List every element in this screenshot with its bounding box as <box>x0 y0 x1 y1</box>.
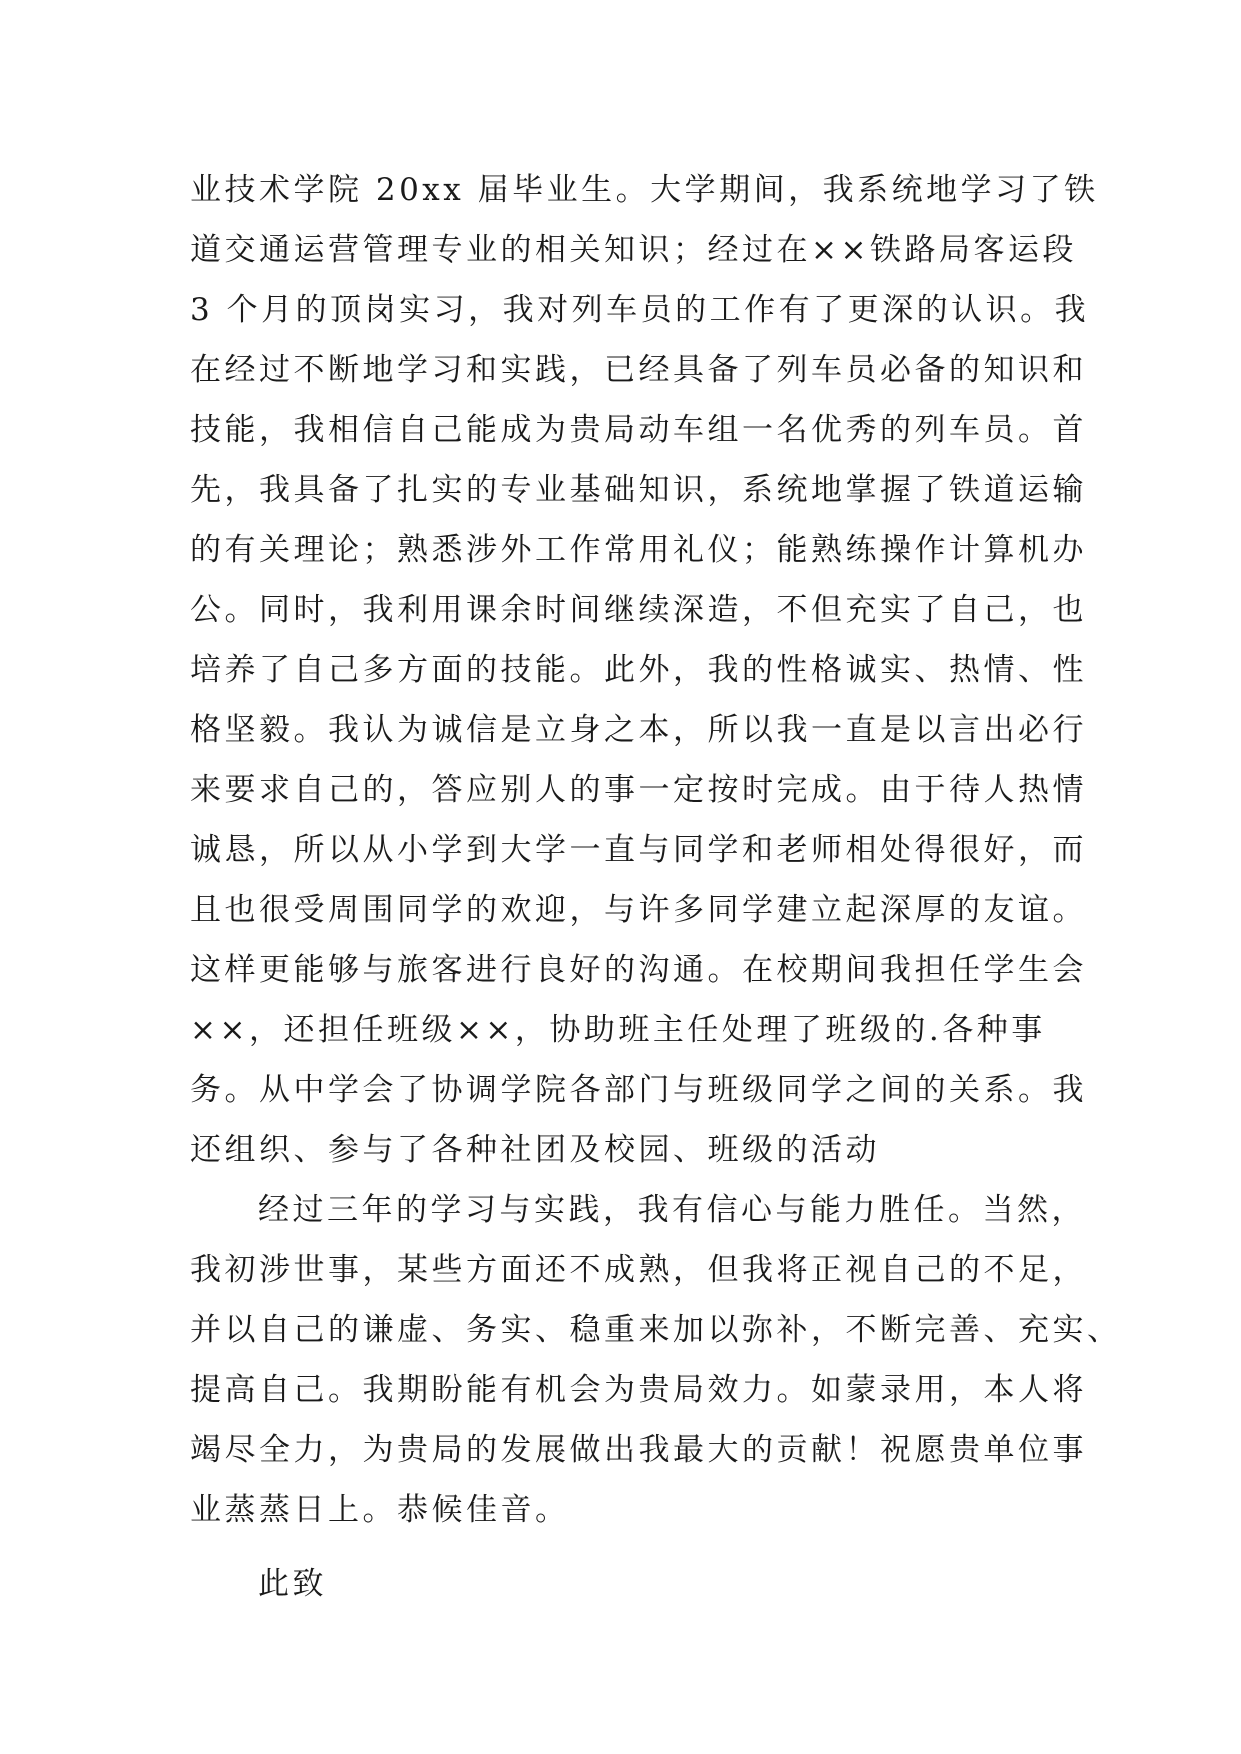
paragraph-1-line: ××，还担任班级××，协助班主任处理了班级的.各种事 <box>190 1012 1046 1048</box>
paragraph-2-line: 并以自己的谦虚、务实、稳重来加以弥补，不断完善、充实、 <box>190 1312 1122 1348</box>
paragraph-1-line: 培养了自己多方面的技能。此外，我的性格诚实、热情、性 <box>190 652 1087 688</box>
paragraph-2-line: 业蒸蒸日上。恭候佳音。 <box>190 1492 570 1528</box>
paragraph-1-line: 道交通运营管理专业的相关知识；经过在××铁路局客运段 <box>190 232 1077 268</box>
paragraph-1-line: 业技术学院 20xx 届毕业生。大学期间，我系统地学习了铁 <box>190 172 1099 208</box>
closing-salutation: 此致 <box>258 1566 327 1602</box>
paragraph-2-line: 经过三年的学习与实践，我有信心与能力胜任。当然， <box>258 1192 1086 1228</box>
paragraph-1-line: 的有关理论；熟悉涉外工作常用礼仪；能熟练操作计算机办 <box>190 532 1087 568</box>
paragraph-2-line: 提高自己。我期盼能有机会为贵局效力。如蒙录用，本人将 <box>190 1372 1087 1408</box>
paragraph-1-line: 诚恳，所以从小学到大学一直与同学和老师相处得很好，而 <box>190 832 1087 868</box>
paragraph-2-line: 我初涉世事，某些方面还不成熟，但我将正视自己的不足， <box>190 1252 1087 1288</box>
paragraph-2-line: 竭尽全力，为贵局的发展做出我最大的贡献！祝愿贵单位事 <box>190 1432 1087 1468</box>
paragraph-1-line: 先，我具备了扎实的专业基础知识，系统地掌握了铁道运输 <box>190 472 1087 508</box>
paragraph-1-line: 3 个月的顶岗实习，我对列车员的工作有了更深的认识。我 <box>190 292 1090 328</box>
paragraph-1-line: 技能，我相信自己能成为贵局动车组一名优秀的列车员。首 <box>190 412 1087 448</box>
paragraph-1-line: 格坚毅。我认为诚信是立身之本，所以我一直是以言出必行 <box>190 712 1087 748</box>
paragraph-1-line: 来要求自己的，答应别人的事一定按时完成。由于待人热情 <box>190 772 1087 808</box>
paragraph-1-line: 务。从中学会了协调学院各部门与班级同学之间的关系。我 <box>190 1072 1087 1108</box>
paragraph-1-line: 还组织、参与了各种社团及校园、班级的活动 <box>190 1132 880 1168</box>
paragraph-1-line: 且也很受周围同学的欢迎，与许多同学建立起深厚的友谊。 <box>190 892 1087 928</box>
letter-body <box>190 160 1122 1614</box>
paragraph-1-line: 公。同时，我利用课余时间继续深造，不但充实了自己，也 <box>190 592 1087 628</box>
paragraph-1-line: 在经过不断地学习和实践，已经具备了列车员必备的知识和 <box>190 352 1087 388</box>
paragraph-1-line: 这样更能够与旅客进行良好的沟通。在校期间我担任学生会 <box>190 952 1087 988</box>
